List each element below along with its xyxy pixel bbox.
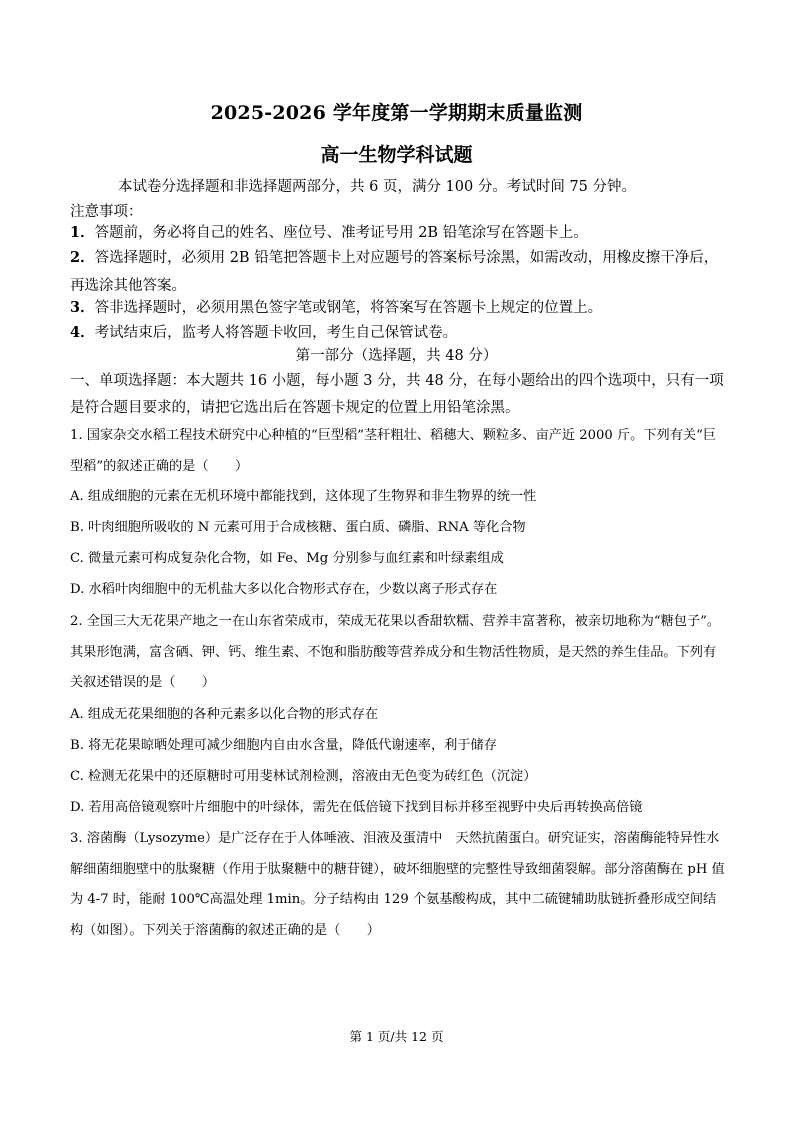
question-stem: 2. 全国三大无花果产地之一在山东省荣成市，荣成无花果以香甜软糯、营养丰富著称，被亲切地称为“糖包子”。其果形饱满，富含硒、钾、钙、维生素、不饱和脂肪酸等营养成分和生物活性物质，是天然的养生佳品。下列有关叙述错误的是（ ）	[70, 614, 721, 690]
question-stem: 1. 国家杂交水稻工程技术研究中心种植的“巨型稻”茎秆粗壮、稻穗大、颗粒多、亩产近 2000 斤。下列有关“巨型稻”的叙述正确的是（ ）	[70, 428, 717, 474]
notes-heading: 注意事项：	[70, 204, 143, 220]
note-text: 答选择题时，必须用 2B 铅笔把答题卡上对应题号的答案标号涂黑，如需改动，用橡皮擦干净后，再选涂其他答案。	[70, 250, 719, 294]
note-item	[70, 319, 725, 347]
question-option: A. 组成细胞的元素在无机环境中都能找到，这体现了生物界和非生物界的统一性	[70, 489, 537, 504]
note-item	[70, 294, 725, 322]
exam-intro: 本试卷分选择题和非选择题两部分，共 6 页，满分 100 分。考试时间 75 分钟。	[118, 179, 637, 195]
note-text: 考试结束后，监考人将答题卡收回，考生自己保管试卷。	[94, 325, 458, 341]
section-instructions: 一、单项选择题：本大题共 16 小题，每小题 3 分，共 48 分，在每小题给出的四个选项中，只有一项是符合题目要求的，请把它选出后在答题卡规定的位置上用铅笔涂黑。	[70, 373, 724, 416]
note-number: 2．	[70, 249, 95, 266]
question-stem: 3. 溶菌酶（Lysozyme）是广泛存在于人体唾液、泪液及蛋清中 天然抗菌蛋白。研究证实，溶菌酶能特异性水解细菌细胞壁中的肽聚糖（作用于肽聚糖中的糖苷键），破坏细胞壁的完整性导致细菌裂解。部分溶菌酶在 pH 值为 4-7 时，能耐 100℃高温处理 1min。分子结构由 129 个氨基酸构成，其中二硫键辅助肽链折叠形成空间结构（如图）。下列关于溶菌酶的叙述正确的是（ ）	[70, 831, 725, 938]
exam-title: 2025-2026 学年度第一学期期末质量监测	[210, 102, 583, 124]
note-text: 答非选择题时，必须用黑色签字笔或钢笔，将答案写在答题卡上规定的位置上。	[94, 300, 603, 316]
note-number: 3．	[70, 299, 95, 316]
note-number: 1．	[70, 224, 95, 241]
note-number: 4．	[70, 324, 95, 341]
question-option: C. 微量元素可构成复杂化合物，如 Fe、Mg 分别参与血红素和叶绿素组成	[70, 551, 504, 566]
note-item	[70, 244, 725, 300]
exam-subtitle: 高一生物学科试题	[320, 144, 473, 166]
question-option: A. 组成无花果细胞的各种元素多以化合物的形式存在	[70, 707, 379, 722]
note-item	[70, 219, 725, 247]
note-text: 答题前，务必将自己的姓名、座位号、准考证号用 2B 铅笔涂写在答题卡上。	[94, 225, 588, 241]
page-footer: 第 1 页/共 12 页	[349, 1029, 444, 1044]
question-option: B. 叶肉细胞所吸收的 N 元素可用于合成核糖、蛋白质、磷脂、RNA 等化合物	[70, 520, 526, 535]
part-heading: 第一部分（选择题，共 48 分）	[295, 348, 498, 364]
question-option: B. 将无花果晾晒处理可减少细胞内自由水含量，降低代谢速率，利于储存	[70, 738, 497, 753]
question-option: C. 检测无花果中的还原糖时可用斐林试剂检测，溶液由无色变为砖红色（沉淀）	[70, 769, 537, 784]
question-option: D. 水稻叶肉细胞中的无机盐大多以化合物形式存在，少数以离子形式存在	[70, 582, 498, 597]
question-option: D. 若用高倍镜观察叶片细胞中的叶绿体，需先在低倍镜下找到目标并移至视野中央后再转换高倍镜	[70, 800, 643, 815]
